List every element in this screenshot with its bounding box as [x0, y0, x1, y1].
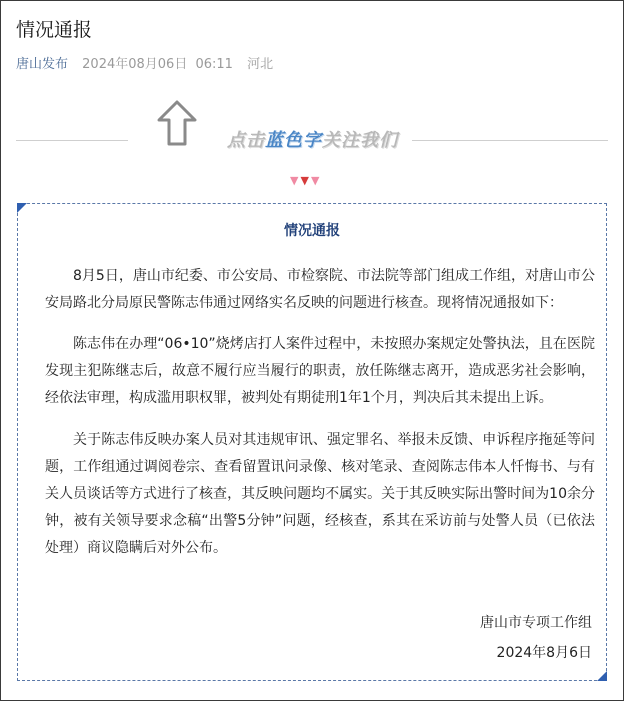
notice-paragraph: 陈志伟在办理“06•10”烧烤店打人案件过程中，未按照办案规定处警执法，且在医院发现主犯陈继志后，故意不履行应当履行的职责，放任陈继志离开，造成恶劣社会影响，经依法审理，构成滥用职权罪，被判处有期徒刑1年1个月，判决后其未提出上诉。 — [45, 336, 595, 406]
article-meta — [16, 53, 273, 72]
follow-suffix: 关注我们 — [322, 130, 398, 151]
triangle-down-icon: ▼ — [310, 174, 322, 187]
notice-paragraph: 8月5日，唐山市纪委、市公安局、市检察院、市法院等部门组成工作组，对唐山市公安局路北分局原民警陈志伟通过网络实名反映的问题进行核查。现将情况通报如下： — [45, 268, 595, 311]
triangle-decoration — [290, 174, 321, 187]
signature-org: 唐山市专项工作组 — [480, 615, 592, 631]
triangle-down-icon: ▼ — [290, 174, 301, 187]
publish-date: 2024年08月06日 — [82, 57, 188, 72]
follow-highlight: 蓝色字 — [265, 130, 322, 151]
notice-heading: 情况通报 — [284, 223, 340, 239]
notice-paragraph: 关于陈志伟反映办案人员对其违规审讯、强定罪名、举报未反馈、申诉程序拖延等问题，工作组通过调阅卷宗、查看留置讯问录像、核对笔录、查阅陈志伟本人忏悔书、与有关人员谈话等方式进行了核查，其反映问题均不属实。关于其反映实际出警时间为10余分钟，被有关领导要求念稿“出警5分钟”问题，经核查，系其在采访前与处警人员（已依法处理）商议隐瞒后对外公布。 — [45, 432, 595, 556]
triangle-down-icon: ▼ — [300, 174, 311, 187]
banner-divider-right — [412, 140, 608, 141]
notice-box — [17, 203, 607, 681]
corner-decoration — [597, 671, 607, 681]
follow-us-banner[interactable] — [227, 126, 398, 152]
follow-prefix: 点击 — [227, 130, 265, 151]
banner-divider-left — [16, 140, 128, 141]
publish-region: 河北 — [247, 57, 274, 72]
article-title: 情况通报 — [16, 19, 93, 41]
corner-decoration — [17, 203, 27, 213]
publish-time: 06:11 — [195, 57, 233, 72]
source-link[interactable]: 唐山发布 — [16, 57, 69, 72]
up-arrow-icon — [155, 99, 199, 147]
signature-date: 2024年8月6日 — [496, 645, 592, 661]
